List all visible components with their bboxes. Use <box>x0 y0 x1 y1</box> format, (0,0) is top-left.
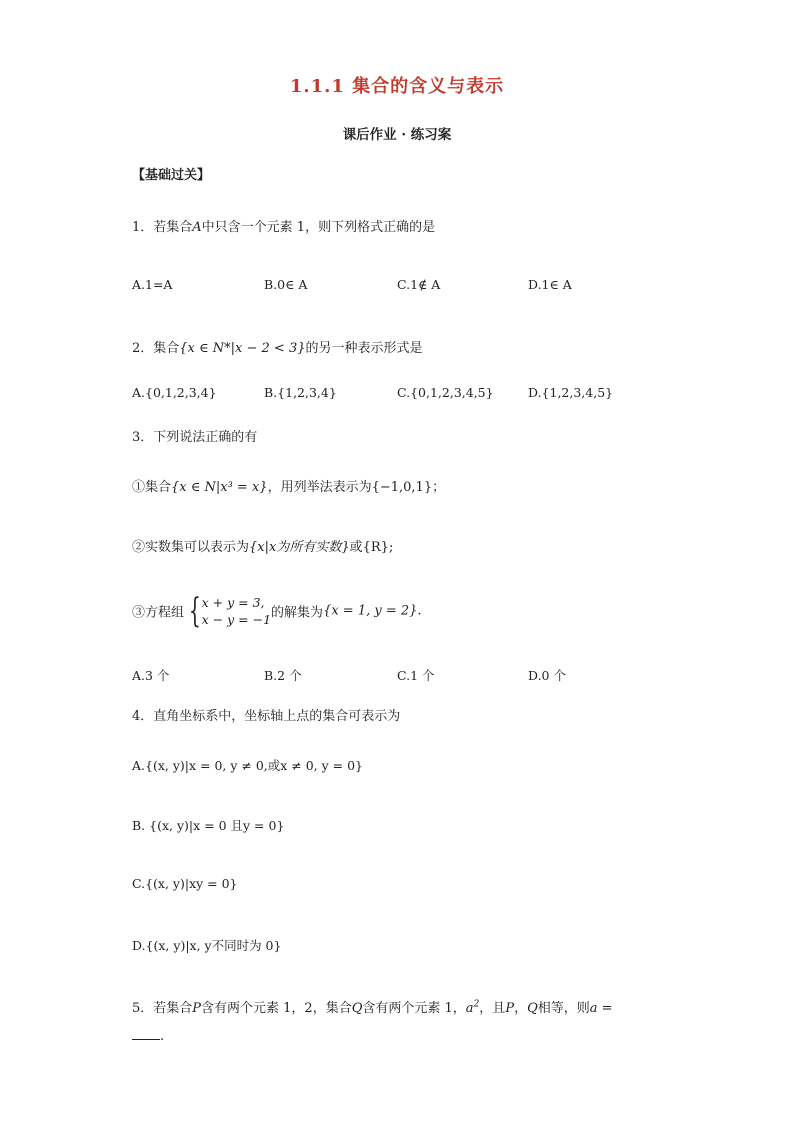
q5-set-p: P <box>192 1001 202 1016</box>
q5-set-q: Q <box>351 1001 363 1016</box>
q3-statement-2 <box>132 536 393 555</box>
q4-option-d: D.{(x, y)|x, y不同时为 0} <box>132 938 282 953</box>
q4-option-b: B. {(x, y)|x = 0 且y = 0} <box>132 818 285 833</box>
q2-option-d: D.{1,2,3,4,5} <box>528 385 614 400</box>
q2-option-c: C.{0,1,2,3,4,5} <box>397 385 494 400</box>
q5-set-q-2: Q <box>527 1001 538 1016</box>
q3-option-b: B.2 个 <box>264 668 302 683</box>
q5-a-exponent: 2 <box>473 999 480 1010</box>
page-subtitle: 课后作业 · 练习案 <box>342 127 452 143</box>
question-1-stem <box>132 216 435 235</box>
q2-option-a: A.{0,1,2,3,4} <box>132 385 217 400</box>
q1-option-c: C.1∉ A <box>397 277 441 292</box>
q3-s1-text-b: ，用列举法表示为{−1,0,1}； <box>267 480 446 495</box>
q1-var: A <box>192 220 202 235</box>
q1-option-a: A.1=A <box>132 277 173 292</box>
q1-text-b: 中只含一个元素 1，则下列格式正确的是 <box>201 220 436 235</box>
q3-s2-text-a: ②实数集可以表示为 <box>132 540 250 555</box>
question-3-stem: 3．下列说法正确的有 <box>132 430 258 445</box>
q5-set-p-2: P <box>505 1001 515 1016</box>
q5-text-b: 含有两个元素 1，2，集合 <box>201 1001 352 1016</box>
q1-option-d: D.1∈ A <box>528 277 572 292</box>
q3-s3-set: {x = 1, y = 2} <box>323 603 418 619</box>
q3-s2-text-b: 或{R}; <box>349 540 394 555</box>
left-brace-icon: { <box>188 591 201 631</box>
equation-1: x + y = 3, <box>201 595 265 610</box>
q2-text-b: 的另一种表示形式是 <box>305 341 423 356</box>
q5-a-base: a <box>465 1001 474 1016</box>
section-heading: 【基础过关】 <box>132 168 211 183</box>
equation-system <box>202 594 271 628</box>
question-5-stem <box>132 997 613 1016</box>
q3-option-c: C.1 个 <box>397 668 435 683</box>
q2-set: {x ∈ N*|x − 2 < 3} <box>179 341 306 356</box>
q2-option-b: B.{1,2,3,4} <box>264 385 337 400</box>
q5-a-equals: a = <box>589 1001 613 1016</box>
question-2-stem <box>132 337 423 356</box>
q2-text-a: 2．集合 <box>132 341 180 356</box>
page-title: 1.1.1 集合的含义与表示 <box>289 76 505 97</box>
q3-statement-1 <box>132 476 445 495</box>
answer-blank[interactable] <box>132 1039 160 1040</box>
q4-option-c: C.{(x, y)|xy = 0} <box>132 876 238 891</box>
q5-answer-line <box>132 1029 164 1044</box>
question-4-stem: 4．直角坐标系中，坐标轴上点的集合可表示为 <box>132 709 401 724</box>
q3-s2-set: {x|x为所有实数} <box>249 540 350 555</box>
equation-2: x − y = −1 <box>201 612 272 627</box>
q3-s3-text-b: 的解集为 <box>271 605 324 621</box>
q5-end-period: . <box>160 1029 165 1044</box>
q3-statement-3 <box>132 591 422 631</box>
q3-s1-text-a: ①集合 <box>132 480 172 495</box>
q5-text-f: 相等，则 <box>537 1001 590 1016</box>
q3-s1-set: {x ∈ N|x³ = x} <box>171 480 268 495</box>
q3-option-d: D.0 个 <box>528 668 566 683</box>
q5-text-d: ，且 <box>479 1001 506 1016</box>
q3-s3-text-a: ③方程组 <box>132 605 185 621</box>
q4-option-a: A.{(x, y)|x = 0, y ≠ 0,或x ≠ 0, y = 0} <box>132 758 364 773</box>
q3-option-a: A.3 个 <box>132 668 170 683</box>
q3-s3-text-c: . <box>417 603 422 619</box>
q1-option-b: B.0∈ A <box>264 277 308 292</box>
q1-text-a: 1．若集合 <box>132 220 193 235</box>
q5-text-e: ， <box>514 1001 528 1016</box>
q5-text-c: 含有两个元素 1， <box>362 1001 466 1016</box>
q5-text-a: 5．若集合 <box>132 1001 193 1016</box>
